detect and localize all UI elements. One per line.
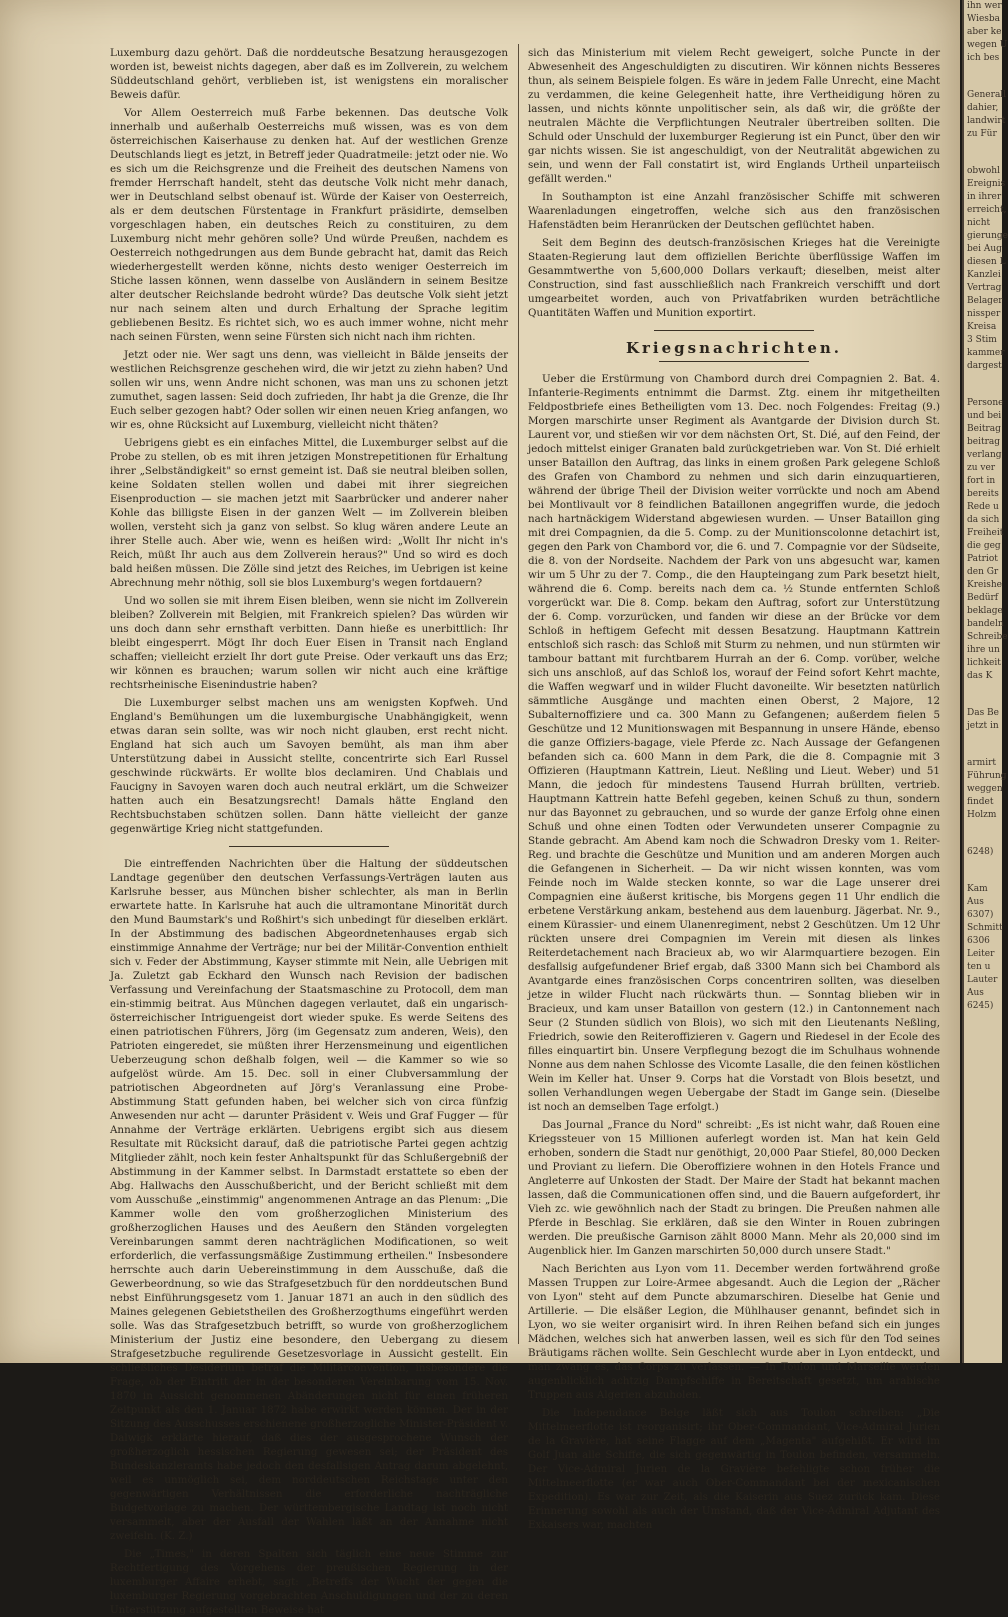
fragment-gap bbox=[964, 373, 1002, 397]
adjacent-text-fragment: fort in bbox=[967, 476, 996, 486]
adjacent-text-fragment: Holzm bbox=[967, 810, 997, 820]
article-paragraph: Nach Berichten aus Lyon vom 11. December werden fortwährend große Massen Truppen zur Loire-Armee abgesandt. Auch die Legion der „Rächer von Lyon" steht auf dem Puncte abzumarschiren. Dieselbe hat Genie und Artillerie. — Die elsäßer Legion, die Mühlhauser genannt, befindet sich in Lyon, wo sie weiter organisirt wird. In ihren Reihen befand sich ein junges Mädchen, welches sich hat anwerben lassen, weil es sich für den Tod seines Bräutigams rächen wollte. Sein Geschlecht wurde aber in Lyon entdeckt, und man zwang es, das Corps zu verlassen. — In Toulon und Marseille werden augenblicklich achtzig Dampfschiffe in Bereitschaft gesetzt, um arabische Truppen aus Algerien abzuholen. bbox=[528, 1263, 940, 1401]
adjacent-text-fragment: bandeln bbox=[967, 619, 1004, 629]
adjacent-text-fragment: 6307) bbox=[967, 910, 994, 920]
adjacent-text-fragment: verlang bbox=[967, 450, 1002, 460]
adjacent-text-fragment: obwohl bbox=[967, 166, 1000, 176]
adjacent-text-fragment: Schreibe bbox=[967, 632, 1008, 642]
adjacent-text-fragment: Kanzlei bbox=[967, 270, 1001, 280]
fragment-gap bbox=[964, 859, 1002, 883]
adjacent-text-fragment: Freiheit bbox=[967, 528, 1004, 538]
adjacent-text-fragment: und bei bbox=[967, 411, 1002, 421]
adjacent-text-fragment: kammer bbox=[967, 348, 1005, 358]
adjacent-text-fragment: da sich bbox=[967, 515, 1000, 525]
adjacent-text-fragment: Persone bbox=[967, 398, 1004, 408]
adjacent-text-fragment: Schmitt bbox=[967, 923, 1003, 933]
adjacent-text-fragment: aber ke bbox=[967, 27, 1002, 37]
fragment-gap bbox=[964, 822, 1002, 846]
adjacent-text-fragment: Vertrag bbox=[967, 283, 1002, 293]
adjacent-text-fragment: das K bbox=[967, 671, 993, 681]
adjacent-text-fragment: dargest bbox=[967, 361, 1002, 371]
adjacent-text-fragment: Aus bbox=[967, 988, 984, 998]
adjacent-text-fragment: ihre un bbox=[967, 645, 1000, 655]
column-divider bbox=[518, 44, 519, 1344]
adjacent-text-fragment: Rede u bbox=[967, 502, 999, 512]
adjacent-text-fragment: Patriot bbox=[967, 554, 998, 564]
adjacent-text-fragment: armirt bbox=[967, 758, 996, 768]
right-column bbox=[528, 46, 940, 1531]
adjacent-text-fragment: Lauter bbox=[967, 975, 998, 985]
adjacent-text-fragment: Leiter bbox=[967, 949, 995, 959]
section-divider bbox=[229, 846, 389, 847]
adjacent-text-fragment: zu Für bbox=[967, 129, 997, 139]
article-paragraph: In Southampton ist eine Anzahl französischer Schiffe mit schweren Waarenladungen eingetroffen, welche sich aus den französischen Hafenstädten beim Heranrücken der Deutschen geflüchtet haben. bbox=[528, 191, 940, 231]
adjacent-text-fragment: bereits bbox=[967, 489, 999, 499]
adjacent-text-fragment: nissper bbox=[967, 309, 1001, 319]
article-paragraph: Luxemburg dazu gehört. Daß die norddeutsche Besatzung herausgezogen worden ist, beweist nichts dagegen, aber daß es im Zollverein, zu welchem Süddeutschland gehört, verblieben ist, ist wenigstens ein moralischer Beweis dafür. bbox=[110, 47, 508, 101]
adjacent-text-fragment: landwirt bbox=[967, 116, 1006, 126]
adjacent-text-fragment: Beitrag bbox=[967, 424, 1001, 434]
adjacent-page-strip bbox=[962, 0, 1008, 1363]
adjacent-text-fragment: Belager bbox=[967, 296, 1003, 306]
adjacent-text-fragment: in ihrer bbox=[967, 192, 1002, 202]
article-paragraph: Die eintreffenden Nachrichten über die Haltung der süddeutschen Landtage gegenüber den deutschen Verfassungs-Verträgen lauten aus Karlsruhe besser, aus München bisher schlechter, als man in Berlin erwartete hatte. In Karlsruhe hat auch die ultramontane Minorität durch den Mund Baumstark's und Roßhirt's sich unbedingt für dieselben erklärt. In der Abstimmung des badischen Abgeordnetenhauses ergab sich einstimmige Annahme der Verträge; nur bei der Militär-Convention enthielt sich v. Feder der Abstimmung, Kayser stimmte mit Nein, alle Uebrigen mit Ja. Zuletzt gab Eckhard den Wunsch nach Revision der badischen Verfassung und Vereinfachung der Staatsmaschine zu Protocoll, dem man ein-stimmig beitrat. Aus München dagegen verlautet, daß ein ungarisch-österreichischer Intriguengeist dort wieder spuke. Es werde Seitens des einen patriotischen Führers, Jörg (im Gegensatz zum anderen, Weis), den Patrioten eingeredet, sie müßten ihrer Herzensmeinung und eigentlichen Ueberzeugung schon deßhalb folgen, weil — die Kammer so wie so aufgelöst würde. Am 15. Dec. soll in einer Clubversammlung der patriotischen Abgeordneten auf Jörg's Veranlassung eine Probe-Abstimmung Statt gefunden haben, bei welcher sich von circa fünfzig Anwesenden nur acht — darunter Präsident v. Weis und Graf Fugger — für Annahme der Verträge erklärten. Uebrigens ergibt sich aus diesem Resultate mit Rücksicht darauf, daß die patriotische Partei gegen achtzig Mitglieder zählt, noch kein fester Anhaltspunkt für das Schlußergebniß der Abstimmung in der Kammer selbst. In Darmstadt erstattete so eben der Abg. Hallwachs den Ausschußbericht, und der Bericht schließt mit dem vom Ausschuße „einstimmig" angenommenen Antrage an das Plenum: „Die Kammer wolle den vom großherzoglichen Ministerium des großherzoglichen Hauses und des Aeußern den Ständen vorgelegten Vereinbarungen sammt deren nachträglichen Modificationen, so weit erforderlich, die verfassungsmäßige Zustimmung ertheilen." Insbesondere herrschte auch darin Uebereinstimmung in dem Ausschuße, daß die Gewerbeordnung, so wie das Strafgesetzbuch für den norddeutschen Bund nebst Einführungsgesetz vom 1. Januar 1871 an auch in den südlich des Maines gelegenen Gebietstheilen des Großherzogthums eingeführt werden solle. Was das Strafgesetzbuch betrifft, so wurde von großherzoglichem Ministerium der Justiz eine besondere, den Uebergang zu diesem Strafgesetzbuche regulirende Gesetzesvorlage in Aussicht gestellt. Ein schließliches Desiderium betraf die Militärconvention, insbesondere die Frage, ob der Eintritt der in der besonderen Vereinbarung vom 15. Nov. 1870 in Aussicht genommenen Abänderungen nicht für einen früheren Zeitpunkt als den 1. Januar 1872 habe erwirkt werden können. Der in der Sitzung des Ausschusses erschienene großherzogliche Minister-Präsident v. Dalwigk erklärte hierauf, daß dies der ausgesprochene Wunsch der großherzoglich hessischen Regierung gewesen sei; der Präsident des Bundeskanzleramts habe jedoch den desfallsigen Antrag darum abgelehnt, weil es unmöglich sei, dem norddeutschen Reichstage unter den gegenwärtigen Verhältnissen die erforderliche nachträgliche Budgetvorlage zu machen. Der württembergische Landtag ist noch nicht versammelt, aber der Ausfall der Wahlen läßt an der Annahme nicht zweifeln. (K. Z.) bbox=[110, 858, 508, 1542]
article-paragraph: Die Independance Belge läßt sich aus Toulon schreiben: „Die Mittelmeerflotte ist reorganisirt; ihr Ober-Commandant, Vice-Admiral Jurien de la Gravière, hat seine Flagge auf dem „Magenta" aufgehißt. Er wird im Golf Juan alle Schiffe, die sich gegenwärtig in Toulon befinden, versammeln. Der Vice-Admiral Jurien de la Gravière befehligte schon früher die Mittelmeerflotte (er war auch Ober-Commandant bei der mexicanischen Expedition). Es war zur Zeit, als die Kaiserin aus Suez zurück kam. Diese Erinnerung sowohl als auch der Umstand, daß der Vice-Admiral Adjutant des Exkaisers war, machten bbox=[528, 1407, 940, 1531]
fragment-gap bbox=[964, 141, 1002, 165]
adjacent-text-fragment: ten u bbox=[967, 962, 991, 972]
adjacent-text-fragment: zu ver bbox=[967, 463, 996, 473]
adjacent-text-fragment: jetzt in bbox=[967, 721, 999, 731]
adjacent-text-fragment: ihn wer bbox=[967, 1, 1002, 11]
article-paragraph: Und wo sollen sie mit ihrem Eisen bleiben, wenn sie nicht im Zollverein bleiben? Zollverein mit Belgien, mit Frankreich spielen? Das würden wir uns doch dann sehr ernsthaft verbitten. Dann hieße es unerbittlich: Ihr bleibt eingesperrt. Mögt Ihr doch Euer Eisen in Transit nach England schaffen; vielleicht erzielt Ihr dort gute Preise. Oder verkauft uns das Erz; wir können es brauchen; warum sollen wir nicht auch eine kräftige rechtsrheinische Eisenindustrie haben? bbox=[110, 595, 508, 691]
left-column bbox=[110, 46, 508, 1616]
adjacent-text-fragment: beitrag bbox=[967, 437, 1001, 447]
adjacent-text-fragment: Bedürf bbox=[967, 593, 999, 603]
adjacent-text-fragment: beklage bbox=[967, 606, 1003, 616]
heading-rule bbox=[659, 361, 809, 362]
adjacent-text-fragment: diesen L bbox=[967, 257, 1006, 267]
adjacent-text-fragment: 6248) bbox=[967, 847, 994, 857]
adjacent-text-fragment: bei Aug bbox=[967, 244, 1002, 254]
adjacent-text-fragment: lichkeit bbox=[967, 658, 1001, 668]
adjacent-text-fragment: 3 Stim bbox=[967, 335, 997, 345]
fragment-gap bbox=[964, 683, 1002, 707]
section-heading: Kriegsnachrichten. bbox=[625, 339, 843, 357]
article-paragraph: sich das Ministerium mit vielem Recht geweigert, solche Puncte in der Abwesenheit des Angeschuldigten zu discutiren. Wir können nichts Besseres thun, als seinem Beispiele folgen. Es wäre in jedem Falle Unrecht, eine Macht zu verdammen, die keine Gelegenheit hatte, ihre Vertheidigung hören zu lassen, und nichts könnte unpolitischer sein, als daß wir, die größte der neutralen Mächte die Verpflichtungen Neutraler übertreiben sollten. Die Schuld oder Unschuld der luxemburger Regierung ist ein Punct, über den wir gar nichts wissen. Sie ist angeschuldigt, von der Neutralität abgewichen zu sein, und wenn der Fall constatirt ist, wird Englands Urtheil unparteiisch gefällt werden." bbox=[528, 47, 940, 185]
adjacent-text-fragment: Ereignis bbox=[967, 179, 1006, 189]
adjacent-text-fragment: wegen U bbox=[967, 40, 1008, 50]
article-paragraph: Die „Times," in deren Spalten sich täglich eine neue Stimme zur Rechtfertigung des Vorgehens der preußischen Regierung in der luxemburger Affaire erhebt, sagt: „Betreffs der Wucht der gegen die luxemburger Regierung vorgebrachten Anschuldigungen und der zu deren Unterstützung aufgestellten Beweise hat bbox=[110, 1548, 508, 1616]
adjacent-text-fragment: dahier, bbox=[967, 103, 999, 113]
article-paragraph: Uebrigens giebt es ein einfaches Mittel, die Luxemburger selbst auf die Probe zu stellen, ob es mit ihren jetzigen Monstrepetitionen für Erhaltung ihrer „Selbständigkeit" so ernst gemeint ist. Daß sie neutral bleiben sollen, keine Soldaten stellen wollen und dabei mit ihrer siegreichen Eisenproduction — sie machen jetzt mit Saarbrücker und anderer naher Kohle das billigste Eisen in der ganzen Welt — im Zollverein bleiben wollen, versteht sich ja ganz von selbst. So klug wären andere Leute an ihrer Stelle auch. Aber wie, wenn es heißen wird: „Wollt Ihr nicht in's Reich, müßt Ihr auch aus dem Zollverein heraus?" Und so wird es doch bald heißen müssen. Die Zölle sind jetzt des Reiches, im Uebrigen ist keine Abrechnung mehr nöthig, soll sie blos Luxemburg's wegen fortdauern? bbox=[110, 437, 508, 589]
fragment-gap bbox=[964, 733, 1002, 757]
adjacent-text-fragment: Führung bbox=[967, 771, 1007, 781]
adjacent-text-fragment: 6245) bbox=[967, 1001, 994, 1011]
adjacent-text-fragment: Kreisa bbox=[967, 322, 997, 332]
article-paragraph: Die Luxemburger selbst machen uns am wenigsten Kopfweh. Und England's Bemühungen um die luxemburgische Unabhängigkeit, wenn etwas daran sein sollte, was wir noch nicht glauben, erst recht nicht. England hat sich auch um Savoyen bemüht, als man ihm aber Unterstützung dabei in Aussicht stellte, concentrirte sich Earl Russel geschwinde rückwärts. Er wollte blos declamiren. Und Chablais und Faucigny in Savoyen waren doch auch neutral erklärt, um die Schweizer hatten auch ein Besatzungsrecht! Damals hätte England den Rechtsbuchstaben schützen sollen. Dann hätte vielleicht der ganze gegenwärtige Krieg nicht stattgefunden. bbox=[110, 697, 508, 835]
article-paragraph: Seit dem Beginn des deutsch-französischen Krieges hat die Vereinigte Staaten-Regierung laut dem offiziellen Berichte überflüssige Waffen im Gesammtwerthe von 5,600,000 Dollars verkauft; dieselben, meist alter Construction, sind fast ausschließlich nach Frankreich verschifft und dort umgearbeitet worden, auch von Privatfabriken wurden beträchtliche Quantitäten Waffen und Munition exportirt. bbox=[528, 237, 940, 319]
article-paragraph: Vor Allem Oesterreich muß Farbe bekennen. Das deutsche Volk innerhalb und außerhalb Oesterreichs muß wissen, was es von dem österreichischen Kaiserhause zu denken hat. Auf der westlichen Grenze Deutschlands liegt es jetzt, in Betreff jeder Quadratmeile: jetzt oder nie. Wo es sich um die Reichsgrenze und die Freiheit des deutschen Namens von fremder Herrschaft handelt, steht das deutsche Volk nicht mehr danach, wer in Deutschland selbst obenauf ist. Würde der Kaiser von Oesterreich, als er dem deutschen Fürstentage in Frankfurt präsidirte, demselben vorgeschlagen haben, ein deutsches Reich zu constituiren, zu dem Luxemburg nicht mehr gehören solle? Und würde Preußen, nachdem es Oesterreich nothgedrungen aus dem Bunde gebracht hat, damit das Reich wiederhergestellt werden könne, nichts desto weniger Oesterreich im Stiche lassen können, wenn dasselbe von Ausländern in seinem Besitze alter deutscher Reichslande bedroht würde? Das deutsche Volk sieht jetzt nur nach seinem alten und durch Erhaltung der Sprache legitim gebliebenen Besitz. Es richtet sich, wo es auch immer wohne, nicht mehr nach seinen Fürsten, wenn seine Fürsten sich nicht nach ihm richten. bbox=[110, 107, 508, 343]
adjacent-text-fragment: Das Be bbox=[967, 708, 1000, 718]
adjacent-text-fragment: 6306 bbox=[967, 936, 990, 946]
adjacent-text-fragment: Wiesba bbox=[967, 14, 1001, 24]
adjacent-text-fragment: ich bes bbox=[967, 53, 1000, 63]
adjacent-text-fragment: Kam bbox=[967, 884, 988, 894]
adjacent-text-fragment: gierunge bbox=[967, 231, 1008, 241]
article-paragraph: Jetzt oder nie. Wer sagt uns denn, was vielleicht in Bälde jenseits der westlichen Reichsgrenze geschehen wird, die wir jetzt zu ziehn haben? Und sollen wir uns, wenn Andre nicht schonen, was man uns zu schonen jetzt zumuthet, sagen lassen: Seid doch zufrieden, Ihr habt ja die Grenze, die Ihr Euch selber gezogen habt? Oder sollen wir einen neuen Krieg anfangen, wo wir es, ohne Rücksicht auf Luxemburg, vielleicht nicht thäten? bbox=[110, 349, 508, 431]
adjacent-text-fragment: die geg bbox=[967, 541, 1001, 551]
adjacent-text-fragment: weggen bbox=[967, 784, 1003, 794]
article-paragraph: Das Journal „France du Nord" schreibt: „Es ist nicht wahr, daß Rouen eine Kriegssteuer von 15 Millionen auferlegt worden ist. Man hat kein Geld erhoben, sondern die Stadt nur genöthigt, 20,000 Paar Stiefel, 80,000 Decken und Proviant zu liefern. Die Oberoffiziere wohnen in den Hotels France und Angleterre auf Unkosten der Stadt. Der Maire der Stadt hat bekannt machen lassen, daß die Communicationen offen sind, und die Bauern aufgefordert, ihr Vieh zc. wie gewöhnlich nach der Stadt zu bringen. Die Preußen nahmen alle Pferde in Beschlag. Sie erklären, daß sie den Winter in Rouen zubringen werden. Die preußische Garnison zählt 8000 Mann. Mehr als 20,000 sind im Augenblick hier. Im Ganzen marschirten 50,000 durch unsere Stadt." bbox=[528, 1119, 940, 1257]
adjacent-text-fragment: Generall bbox=[967, 90, 1007, 100]
adjacent-text-fragment: Kreishe bbox=[967, 580, 1002, 590]
adjacent-text-fragment: Aus bbox=[967, 897, 984, 907]
adjacent-text-fragment: findet bbox=[967, 797, 994, 807]
adjacent-text-fragment: den Gr bbox=[967, 567, 999, 577]
fragment-gap bbox=[964, 65, 1002, 89]
article-paragraph: Ueber die Erstürmung von Chambord durch drei Compagnien 2. Bat. 4. Infanterie-Regiments entnimmt die Darmst. Ztg. einem ihr mitgetheilten Feldpostbriefe eines Betheiligten vom 13. Dec. noch Folgendes: Freitag (9.) Morgen marschirte unser Regiment als Avantgarde der Division durch St. Laurent vor, und stießen wir vor dem nächsten Ort, St. Dié, auf den Feind, der jedoch mittelst einiger Granaten bald zurückgetrieben war. Von St. Dié erhielt unser Bataillon den Auftrag, das links in einem großen Park gelegene Schloß des Grafen von Chambord zu nehmen und sich darin einzuquartieren, während der übrige Theil der Division weiter vorrückte und noch am Abend bei Montlivault vor 8 feindlichen Bataillonen angegriffen wurde, die jedoch nach hartnäckigem Widerstand abgewiesen wurden. — Unser Bataillon ging mit drei Compagnien, da die 5. Comp. zu der Munitionscolonne detachirt ist, gegen den Park von Chambord vor, die 6. und 7. Compagnie vor der Südseite, die 8. von der Nordseite. Nachdem der Park von uns abgesucht war, kamen wir um 5 Uhr zu der 7. Comp., die den Haupteingang zum Park besetzt hielt, während die 6. Comp. bereits nach dem ca. ½ Stunde entfernten Schloß vorgerückt war. Die 8. Comp. bekam den Auftrag, sofort zur Unterstützung der 6. Comp. vorzurücken, und fanden wir diese an der Brücke vor dem Schloß in heftigem Gefecht mit dessen Besatzung. Hauptmann Kattrein entschloß sich rasch: das Schloß mit Sturm zu nehmen, und nun stürmten wir tambour battant mit furchtbarem Hurrah an der 6. Comp. vorüber, welche sich uns anschloß, auf das Schloß los, worauf der Feind sofort Kehrt machte, die Waffen wegwarf und in wilder Flucht davoneilte. Wir besetzten natürlich sämmtliche Ausgänge und machten einen Oberst, 2 Majore, 12 Subalternoffiziere und ca. 300 Mann zu Gefangenen; außerdem fielen 5 Geschütze und 12 Munitionswagen mit Bespannung in unsere Hände, ebenso die ganze Offiziers-bagage, viele Pferde zc. Nach Aussage der Gefangenen befanden sich ca. 600 Mann in dem Park, die die 8. Compagnie mit 3 Offizieren (Hauptmann Kattrein, Lieut. Neßling und Lieut. Weber) und 51 Mann, die jedoch für mindestens Tausend Hurrah brüllten, vertrieb. Hauptmann Kattrein hatte Befehl gegeben, keinen Schuß zu thun, sondern nur das Bayonnet zu gebrauchen, und so wurde der ganze Erfolg ohne einen Schuß und ohne einen Todten oder Verwundeten unserer Compagnie zu Stande gebracht. Am Abend kam noch die Schwadron Dresky vom 1. Reiter-Reg. und brachte die Geschütze und Munition und am anderen Morgen auch die Gefangenen in Sicherheit. — Da wir nicht wissen konnten, was vom Feinde noch im Walde stecken konnte, so war die Lage unserer drei Compagnien eine äußerst kritische, bis Morgens gegen 11 Uhr endlich die erbetene Verstärkung ankam, bestehend aus dem lauenburg. Jägerbat. Nr. 9., einem Kürassier- und einem Ulanenregiment, nebst 2 Geschützen. Um 12 Uhr rückten unsere drei Compagnien im Verein mit diesen als linkes Reiterdetachement nach Bracieux ab, wo wir Alarmquartiere bezogen. Ein desfallsig aufgefundener Brief ergab, daß 3300 Mann sich bei Chambord als Avantgarde eines französischen Corps concentriren sollten, was dieselben jetze in wilder Flucht nach rückwärts thun. — Sonntag blieben wir in Bracieux, und kam unser Bataillon von gestern (12.) in Cantonnement nach Seur (2 Stunden südlich von Blois), wo sich mit den Lieutenants Neßling, Friedrich, sowie den Reiteroffizieren v. Gagern und Riedesel in der Ecole des filles einquartirt bin. Unsere Verpflegung bezogt die im Schulhaus wohnende Nonne aus dem nahen Schlosse des Vicomte Lasalle, die den feinen köstlichen Wein im Keller hat. Unser 9. Corps hat die Vorstadt von Blois besetzt, und sollen Verhandlungen wegen Uebergabe der Stadt im Gange sein. (Dieselbe ist noch an demselben Tage erfolgt.) bbox=[528, 373, 940, 1113]
adjacent-text-fragment: nicht bbox=[967, 218, 991, 228]
section-divider bbox=[654, 330, 814, 331]
adjacent-text-fragment: erreicht, bbox=[967, 205, 1007, 215]
